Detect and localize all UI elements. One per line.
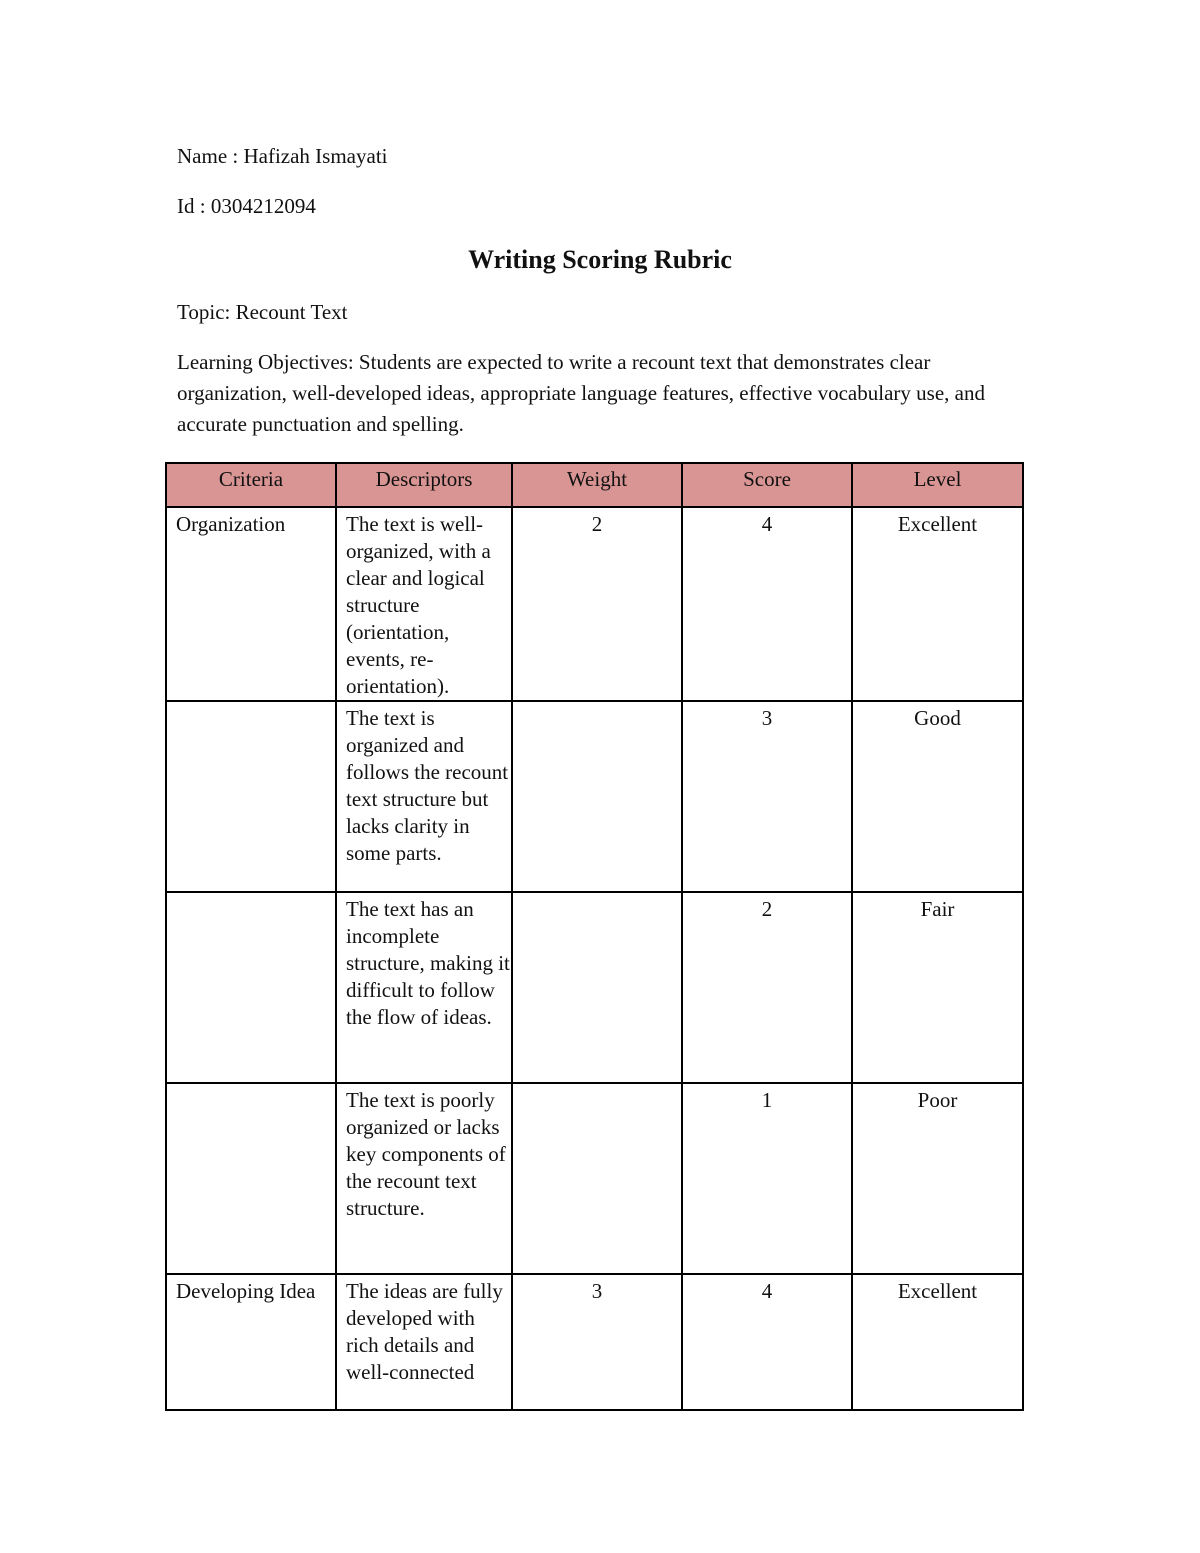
descriptor-cell: The text is poorly organized or lacks key components of the recount text structure.: [336, 1083, 512, 1274]
column-header-criteria: Criteria: [166, 463, 336, 507]
table-row: [166, 1083, 1023, 1274]
weight-cell: 3: [512, 1274, 682, 1410]
descriptor-cell: The text is organized and follows the recount text structure but lacks clarity in some parts.: [336, 701, 512, 892]
level-cell: Poor: [852, 1083, 1023, 1274]
weight-cell: [512, 892, 682, 1083]
criteria-cell: Developing Idea: [166, 1274, 336, 1410]
score-cell: 3: [682, 701, 852, 892]
criteria-cell: Organization: [166, 507, 336, 701]
student-name: Name : Hafizah Ismayati: [177, 144, 388, 168]
column-header-descriptors: Descriptors: [336, 463, 512, 507]
level-cell: Excellent: [852, 507, 1023, 701]
table-row: [166, 1274, 1023, 1410]
weight-cell: [512, 701, 682, 892]
criteria-cell: [166, 1083, 336, 1274]
descriptor-cell: The text is well-organized, with a clear and logical structure (orientation, events, re-orientation).: [336, 507, 512, 701]
table-row: [166, 507, 1023, 701]
rubric-table: [165, 462, 1024, 1411]
level-cell: Good: [852, 701, 1023, 892]
topic-line: Topic: Recount Text: [177, 300, 348, 324]
score-cell: 4: [682, 507, 852, 701]
table-row: [166, 892, 1023, 1083]
score-cell: 4: [682, 1274, 852, 1410]
table-header-row: [166, 463, 1023, 507]
learning-objectives: Learning Objectives: Students are expected to write a recount text that demonstrates clear organization, well-developed ideas, appropriate language features, effective vocabulary use, and accurate punctuation and spelling.: [177, 350, 985, 436]
criteria-cell: [166, 701, 336, 892]
column-header-weight: Weight: [512, 463, 682, 507]
criteria-cell: [166, 892, 336, 1083]
weight-cell: 2: [512, 507, 682, 701]
weight-cell: [512, 1083, 682, 1274]
level-cell: Fair: [852, 892, 1023, 1083]
score-cell: 1: [682, 1083, 852, 1274]
descriptor-cell: The text has an incomplete structure, making it difficult to follow the flow of ideas.: [336, 892, 512, 1083]
student-id: Id : 0304212094: [177, 194, 316, 218]
level-cell: Excellent: [852, 1274, 1023, 1410]
column-header-score: Score: [682, 463, 852, 507]
document-title: Writing Scoring Rubric: [468, 245, 732, 274]
column-header-level: Level: [852, 463, 1023, 507]
descriptor-cell: The ideas are fully developed with rich details and well-connected: [336, 1274, 512, 1410]
score-cell: 2: [682, 892, 852, 1083]
table-row: [166, 701, 1023, 892]
